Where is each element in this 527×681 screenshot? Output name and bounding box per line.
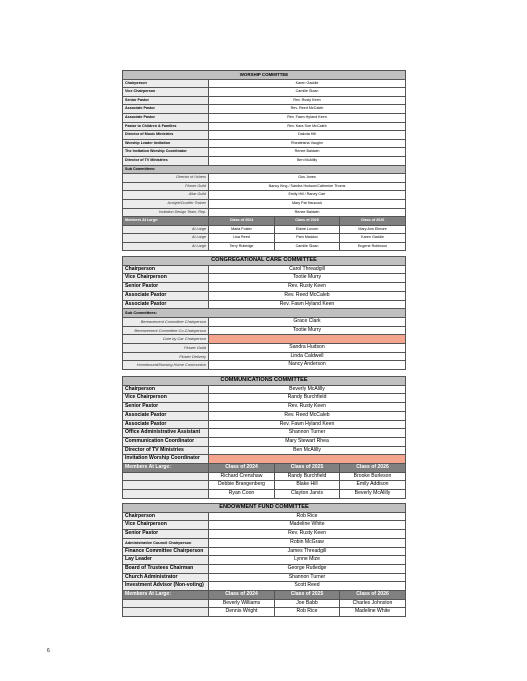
table-row: Flower Delivery Linda Caldwell — [123, 352, 406, 361]
table-row: Associate Pastor Rev. Reed McCaleb — [123, 411, 406, 420]
table-row: Associate Pastor Rev. Fawn Hyland Keen — [123, 300, 406, 309]
table-row: Associate Pastor Rev. Fawn Hyland Keen — [123, 113, 406, 122]
table-row: Associate Pastor Rev. Reed McCaleb — [123, 105, 406, 114]
table-row: Flower Guild Sandra Hudson — [123, 344, 406, 353]
members-at-large-label: Members At Large: — [123, 217, 209, 226]
page-number: 6 — [47, 648, 50, 654]
table-row: Administrative Council Chairperson Robin McGraw — [123, 538, 406, 547]
table-row: Bereavement Committee Co-Chairperson Tootie Murry — [123, 326, 406, 335]
table-row: Worship Leader Invitation Rheafeisha Vaughn — [123, 139, 406, 148]
table-row: Director of Ushers Gus Jones — [123, 174, 406, 183]
table-row: Chairperson Carol Threadgill — [123, 265, 406, 274]
congregational-care-committee-table — [122, 256, 406, 370]
table-row: Acolyte/Crucifer Trainer Mary Pat Hancock — [123, 199, 406, 208]
members-header-row: Members At Large: Class of 2024 Class of 2025 Class of 2026 — [123, 217, 406, 226]
table-row: Invitation Design Team, Rep. Renee Baldwin — [123, 208, 406, 217]
table-row: Ryan Coon Clayton Jarvis Beverly McAlilly — [123, 490, 406, 499]
table-row: Board of Trustees Chairman George Rutledge — [123, 564, 406, 573]
table-row: Director of Music Ministries Dakota Hill — [123, 131, 406, 140]
table-row: Chairperson Rob Rice — [123, 512, 406, 521]
table-row: Debbie Brangenberg Blake Hill Emily Addison — [123, 481, 406, 490]
endowment-title: ENDOWMENT FUND COMMITTEE — [123, 504, 406, 513]
members-at-large-label: Members At Large: — [123, 464, 209, 473]
table-row: Homebound/Nursing Home Communion Nancy Anderson — [123, 361, 406, 370]
table-row: Lay Leader Lynne Mize — [123, 556, 406, 565]
table-row: Vice Chairperson Randy Burchfield — [123, 394, 406, 403]
members-at-large-label: Members At Large: — [123, 591, 209, 600]
worship-committee-title: WORSHIP COMMITTEE — [123, 71, 406, 80]
sub-committees-label: Sub Committees: — [123, 165, 406, 174]
table-row: Senior Pastor Rev. Rusty Keen — [123, 403, 406, 412]
highlighted-empty-cell — [209, 335, 406, 344]
highlighted-empty-cell — [209, 455, 406, 464]
communications-committee-table — [122, 376, 406, 499]
members-header-row: Members At Large: Class of 2024 Class of 2025 Class of 2026 — [123, 591, 406, 600]
table-row: Chairperson Karen Gaddie — [123, 79, 406, 88]
table-row: Vice Chairperson Camille Sloan — [123, 88, 406, 97]
table-row: Director of TV Ministries Ben McAlilly — [123, 156, 406, 165]
table-row: Vice Chairperson Madeline White — [123, 521, 406, 530]
table-row: Senior Pastor Rev. Rusty Keen — [123, 283, 406, 292]
table-row: Finance Committee Chairperson James Threadgill — [123, 547, 406, 556]
table-row: Pastor to Children & Families Rev. Kara Sue McCaleb — [123, 122, 406, 131]
table-row: Bereavement Committee Chairperson Grace Clark — [123, 317, 406, 326]
table-row: Care by Car Chairperson — [123, 335, 406, 344]
table-row: At Large Lisa Reed Pam Maddox Karen Gaddie — [123, 234, 406, 243]
table-row: Senior Pastor Rev. Rusty Keen — [123, 530, 406, 539]
table-row: Beverly Williams Joe Babb Charles Johnston — [123, 599, 406, 608]
table-row: Church Administrator Shannon Turner — [123, 573, 406, 582]
table-row: Director of TV Ministries Ben McAlilly — [123, 446, 406, 455]
table-row: At Large Terry Rutledge Camille Sloan Eugene Robinson — [123, 242, 406, 251]
communications-title: COMMUNICATIONS COMMITTEE — [123, 377, 406, 386]
table-row: Associate Pastor Rev. Reed McCaleb — [123, 291, 406, 300]
sub-committees-label: Sub Committees: — [123, 309, 406, 318]
table-row: Dennis Wright Rob Rice Madeline White — [123, 608, 406, 617]
table-row: Senior Pastor Rev. Rusty Keen — [123, 96, 406, 105]
table-row: Chairperson Beverly McAlilly — [123, 385, 406, 394]
table-row: Associate Pastor Rev. Fawn Hyland Keen — [123, 420, 406, 429]
worship-committee-table — [122, 70, 406, 251]
endowment-fund-committee-table — [122, 503, 406, 617]
congregational-care-title: CONGREGATIONAL CARE COMMITTEE — [123, 257, 406, 266]
table-row: At Large Maria Foster Elaine Lovorn Mary Ann Elmore — [123, 225, 406, 234]
table-row: Altar Guild Emily Hill / Raney Carr — [123, 191, 406, 200]
section-row — [123, 165, 406, 174]
table-row: Investment Advisor (Non-voting) Scott Reed — [123, 582, 406, 591]
members-header-row: Members At Large: Class of 2024 Class of 2025 Class of 2026 — [123, 464, 406, 473]
table-row: The Invitation Worship Coordinator Renee Baldwin — [123, 148, 406, 157]
table-row: Invitation Worship Coordinator — [123, 455, 406, 464]
table-row: Richard Crenshaw Randy Burchfield Brooke Burleson — [123, 472, 406, 481]
table-row: Communication Coordinator Mary Stewart Rhea — [123, 437, 406, 446]
table-row: Flower Guild Nancy King / Sandra Hudson/Catherine Thoms — [123, 182, 406, 191]
table-row: Vice Chairperson Tootie Murry — [123, 274, 406, 283]
section-row — [123, 309, 406, 318]
table-row: Office Administrative Assistant Shannon Turner — [123, 429, 406, 438]
